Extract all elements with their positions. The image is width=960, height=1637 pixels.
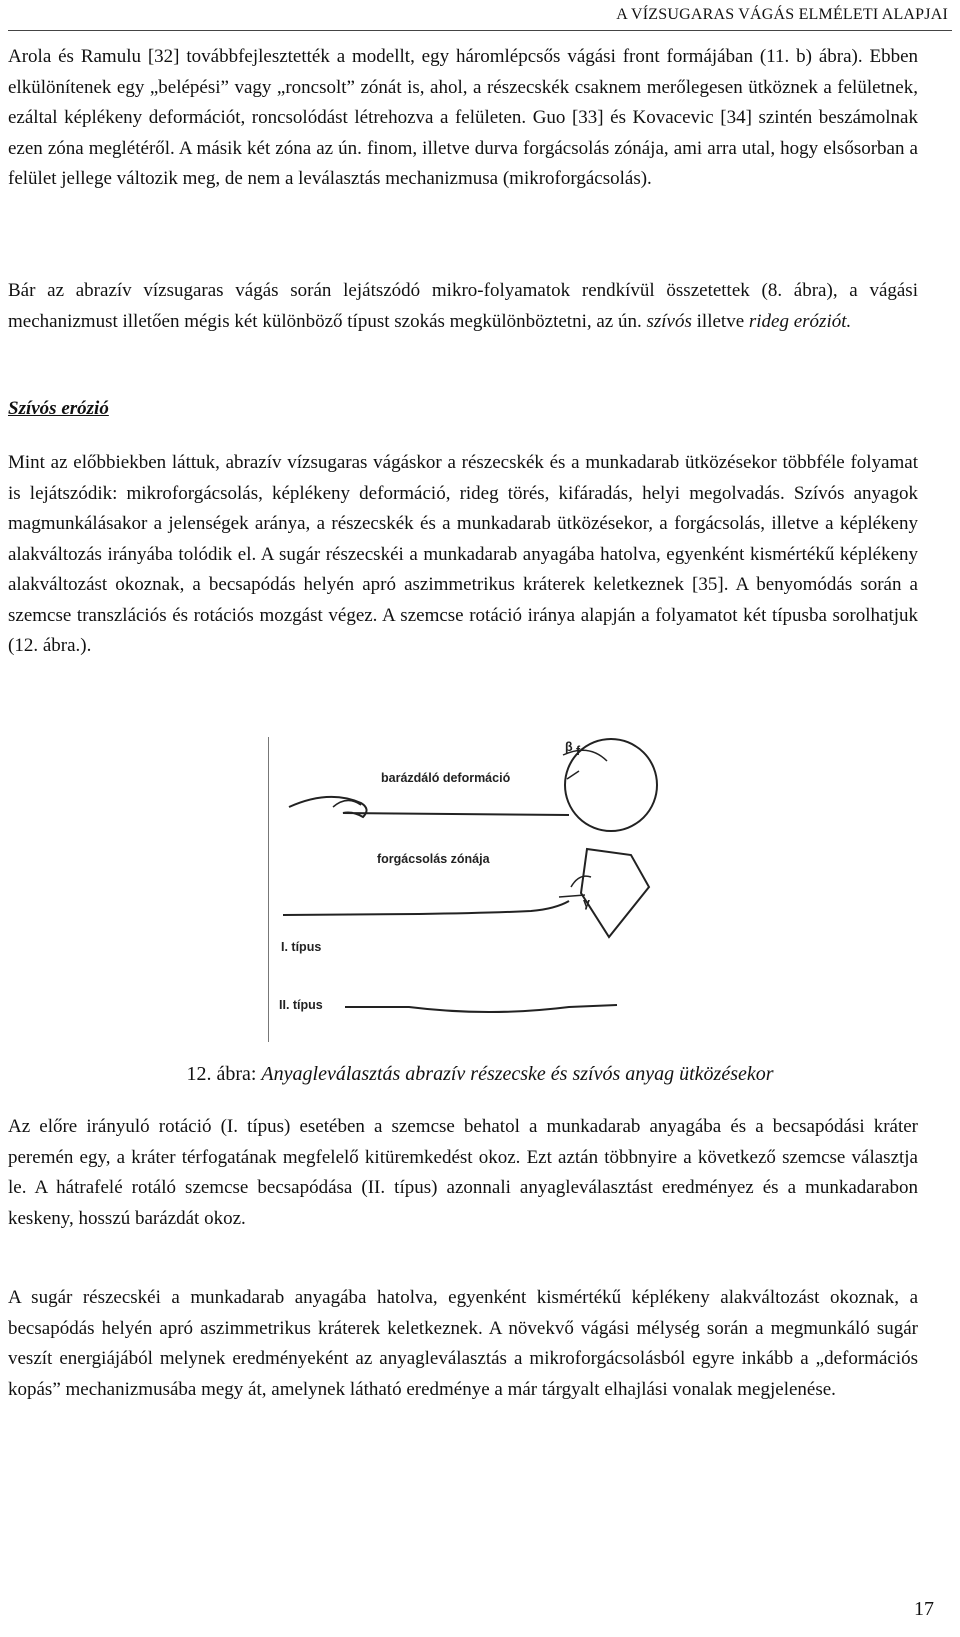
gamma-symbol: γ xyxy=(583,896,590,910)
pentagon-particle xyxy=(581,849,649,937)
section-heading: Szívós erózió xyxy=(8,398,109,419)
gamma-angle-line xyxy=(559,895,585,897)
paragraph-5: A sugár részecskéi a munkadarab anyagába hatolva, egyenként kismértékű képlékeny alakváltozást okoznak, a becsapódás helyén apró aszimmetrikus kráterek keletkeznek. A növekvő vágási mélység során a megmunkáló sugár veszít energiájából melynek eredményeként az anyagleválasztás a mikroforgácsolásból egyre inkább a „deformációs kopás” mechanizmusába megy át, amelynek látható eredménye a már tárgyalt elhajlási vonalak megjelenése. xyxy=(8,1287,918,1400)
beta-angle-line xyxy=(567,771,579,779)
paragraph-2-middle: illetve xyxy=(696,310,745,332)
figure-diagram xyxy=(269,737,679,1042)
header-rule xyxy=(8,30,952,31)
term-ductile: szívós xyxy=(646,310,692,332)
beta-symbol: β xyxy=(565,740,573,754)
paragraph-3: Mint az előbbiekben láttuk, abrazív vízsugaras vágáskor a részecskék és a munkadarab ütközésekor többféle folyamat is lejátszódik: mikroforgácsolás, képlékeny deformáció, rideg törés, kifáradás, helyi megolvadás. Szívós anyagok magmunkálásakor a jelenségek aránya, a részecskék és a munkadarab ütközésekor, a forgácsolás, illetve a képlékeny alakváltozás irányába tolódik el. A sugár részecskéi a munkadarab anyagába hatolva, egyenként kismértékű képlékeny alakváltozást okoznak, a becsapódás helyén apró aszimmetrikus kráterek keletkeznek [35]. A benyomódás során a szemcse transzlációs és rotációs mozgást végez. A szemcse rotáció iránya alapján a folyamatot két típusba sorolhatjuk (12. ábra.). xyxy=(8,452,918,656)
caption-number: 12. ábra: xyxy=(186,1063,257,1085)
page-number: 17 xyxy=(914,1598,934,1620)
label-type-1: I. típus xyxy=(281,940,322,954)
beta-subscript: f xyxy=(576,744,581,758)
term-brittle: rideg eróziót. xyxy=(748,310,852,332)
figure-12 xyxy=(268,737,679,1042)
type-1-surface-line xyxy=(283,901,569,915)
running-header: A VÍZSUGARAS VÁGÁS ELMÉLETI ALAPJAI xyxy=(616,6,948,23)
paragraph-4: Az előre irányuló rotáció (I. típus) esetében a szemcse behatol a munkadarab anyagába és a becsapódási kráter peremén egy, a kráter térfogatának megfelelő kitüremkedést okoz. Ezt aztán többnyire a következő szemcse választja le. A hátrafelé rotáló szemcse becsapódása (II. típus) azonnali anyagleválasztást eredményez és a munkadarabon keskeny, hosszú barázdát okoz. xyxy=(8,1116,918,1229)
gamma-angle-arc xyxy=(571,876,591,887)
figure-caption xyxy=(0,1063,960,1086)
paragraph-2 xyxy=(8,276,918,337)
paragraph-1: Arola és Ramulu [32] továbbfejlesztették a modellt, egy háromlépcsős vágási front formájában (11. b) ábra). Ebben elkülönítenek egy „belépési” vagy „roncsolt” zónát is, ahol, a részecskék csaknem merőlegesen ütköznek a felületnek, ezáltal képlékeny deformációt, roncsolódást létrehozva a felületen. Guo [33] és Kovacevic [34] szintén beszámolnak ezen zóna meglétéről. A másik két zóna az ún. finom, illetve durva forgácsolás zónája, ami arra utal, hogy elsősorban a felület jellege változik meg, de nem a leválasztás mechanizmusa (mikroforgácsolás). xyxy=(8,46,918,189)
caption-title: Anyagleválasztás abrazív részecske és szívós anyag ütközésekor xyxy=(261,1063,774,1085)
label-type-2: II. típus xyxy=(279,998,323,1012)
type-2-surface-line xyxy=(345,1005,617,1012)
label-plowing-deformation: barázdáló deformáció xyxy=(381,771,511,785)
label-cutting-zone: forgácsolás zónája xyxy=(377,852,490,866)
paragraph-2-text: Bár az abrazív vízsugaras vágás során lejátszódó mikro-folyamatok rendkívül összetettek (8. ábra), a vágási mechanizmust illetően mégis két különböző típust szokás megkülönböztetni, az ún. xyxy=(8,280,918,332)
plowing-surface-line xyxy=(289,797,569,817)
